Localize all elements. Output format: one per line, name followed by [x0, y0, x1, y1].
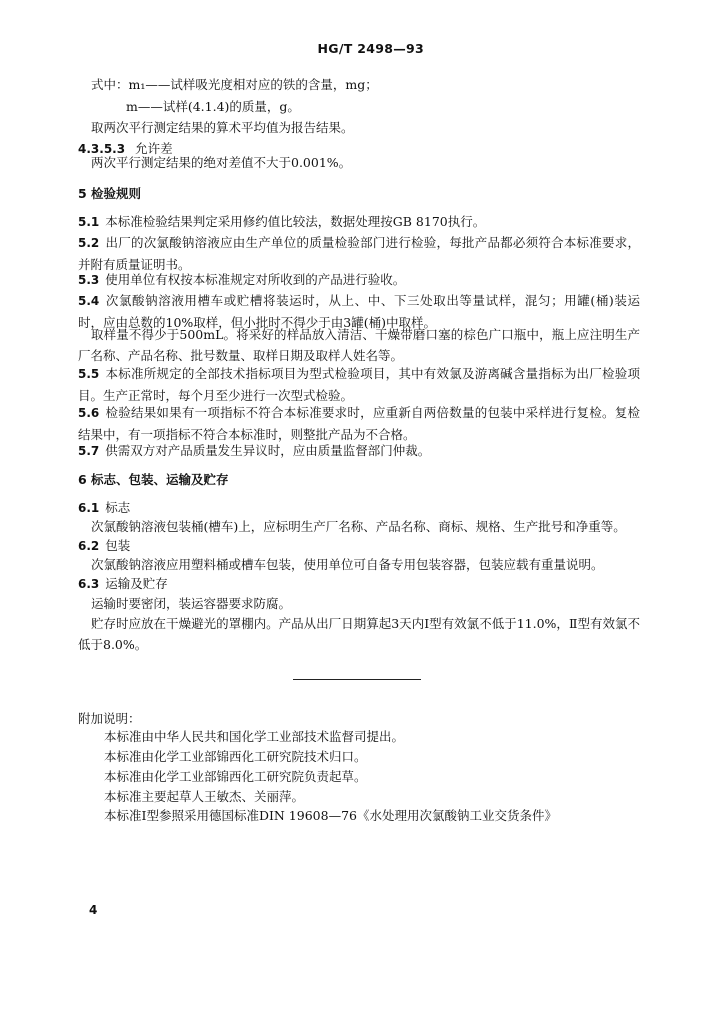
section-6-heading: 6 标志、包装、运输及贮存: [78, 472, 229, 487]
formula-line-3: 取两次平行测定结果的算术平均值为报告结果。: [91, 120, 354, 135]
clause-number: 6.1: [78, 501, 100, 515]
section-divider: [293, 679, 421, 680]
clause-6-1-text: 次氯酸钠溶液包装桶(槽车)上，应标明生产厂名称、产品名称、商标、规格、生产批号和净重等。: [91, 519, 626, 534]
clause-title: 包装: [105, 538, 131, 553]
clause-text: 本标准所规定的全部技术指标项目为型式检验项目，其中有效氯及游离碱含量指标为出厂检验项目。生产正常时，每个月至少进行一次型式检验。: [78, 366, 640, 403]
clause-5-5: [78, 363, 640, 406]
note-item: 本标准Ⅰ型参照采用德国标准DIN 19608—76《水处理用次氯酸钠工业交货条件》: [104, 808, 557, 823]
clause-number: 5.6: [78, 406, 100, 420]
clause-number: 5.7: [78, 444, 100, 458]
note-item: 本标准由化学工业部锦西化工研究院负责起草。: [104, 769, 367, 784]
formula-line-2: m——试样(4.1.4)的质量，g。: [126, 99, 300, 114]
section-5-heading: 5 检验规则: [78, 186, 142, 201]
clause-text: 次氯酸钠溶液用槽车或贮槽将装运时，从上、中、下三处取出等量试样，混匀；用罐(桶)装运时，应由总数的10%取样，但小批时不得少于由3罐(桶)中取样。: [78, 293, 640, 330]
clause-number: 5.5: [78, 367, 100, 381]
note-item: 本标准主要起草人王敏杰、关丽萍。: [104, 789, 305, 804]
clause-5-1: [78, 211, 640, 233]
clause-5-4-sampling: 取样量不得少于500mL。将采好的样品放入清洁、干燥带磨口塞的棕色广口瓶中，瓶上应注明生产厂名称、产品名称、批号数量、取样日期及取样人姓名等。: [78, 327, 640, 363]
clause-number: 5.3: [78, 273, 100, 287]
section-number: 4.3.5.3: [78, 142, 126, 156]
note-item: 本标准由中华人民共和国化学工业部技术监督司提出。: [104, 729, 405, 744]
note-item: 本标准由化学工业部锦西化工研究院技术归口。: [104, 749, 367, 764]
standard-code: HG/T 2498—93: [317, 41, 424, 56]
clause-number: 5.2: [78, 236, 100, 250]
clause-6-3-text-2: 贮存时应放在干燥避光的罩棚内。产品从出厂日期算起3天内Ⅰ型有效氯不低于11.0%，Ⅱ型有效氯不低于8.0%。: [78, 616, 640, 652]
clause-title: 标志: [105, 500, 131, 515]
clause-number: 5.4: [78, 294, 100, 308]
clause-6-3-text-1: 运输时要密闭，装运容器要求防腐。: [91, 596, 292, 611]
clause-5-7: [78, 440, 640, 462]
clause-6-3-title: [78, 573, 640, 595]
clause-text: 使用单位有权按本标准规定对所收到的产品进行验收。: [105, 272, 406, 287]
section-title: 允许差: [135, 141, 173, 156]
notes-title: 附加说明：: [78, 711, 141, 726]
formula-line-1: 式中：m₁——试样吸光度相对应的铁的含量，mg；: [91, 77, 378, 92]
clause-5-3: [78, 269, 640, 291]
clause-text: 供需双方对产品质量发生异议时，应由质量监督部门仲裁。: [105, 443, 431, 458]
allowance-text: 两次平行测定结果的绝对差值不大于0.001%。: [91, 155, 352, 170]
clause-text: 出厂的次氯酸钠溶液应由生产单位的质量检验部门进行检验，每批产品都必须符合本标准要求，并附有质量证明书。: [78, 235, 640, 272]
clause-5-6: [78, 402, 640, 445]
clause-text: 检验结果如果有一项指标不符合本标准要求时，应重新自两倍数量的包装中采样进行复检。复检结果中，有一项指标不符合本标准时，则整批产品为不合格。: [78, 405, 640, 442]
clause-text: 本标准检验结果判定采用修约值比较法，数据处理按GB 8170执行。: [105, 214, 486, 229]
clause-title: 运输及贮存: [105, 576, 168, 591]
page-number: 4: [89, 903, 98, 917]
clause-number: 6.3: [78, 577, 100, 591]
clause-6-2-text: 次氯酸钠溶液应用塑料桶或槽车包装，使用单位可自备专用包装容器，包装应载有重量说明。: [91, 557, 604, 572]
clause-number: 6.2: [78, 539, 100, 553]
clause-number: 5.1: [78, 215, 100, 229]
